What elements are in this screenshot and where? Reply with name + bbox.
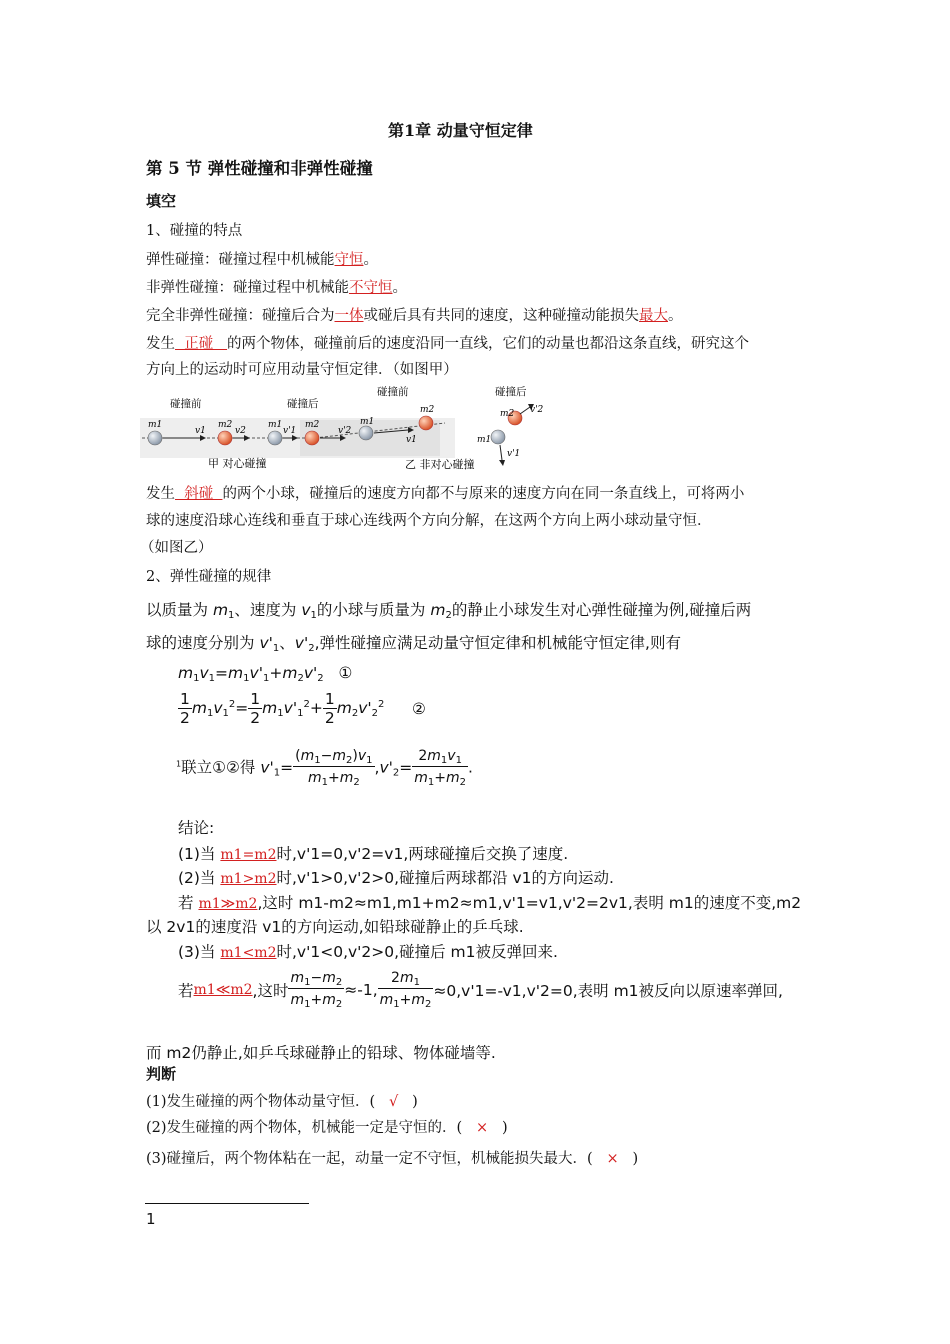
chapter-title: 第1章 动量守恒定律 bbox=[388, 121, 533, 140]
ball-m1-before bbox=[148, 431, 162, 445]
judge-q3-answer: × bbox=[606, 1151, 619, 1167]
perfect-answer-1: 一体 bbox=[334, 308, 364, 324]
fill-heading: 填空 bbox=[146, 192, 177, 210]
judge-q3: (3)碰撞后，两个物体粘在一起，动量一定不守恒，机械能损失最大．( × ) bbox=[146, 1151, 639, 1167]
c2-answer: m1>m2 bbox=[220, 871, 277, 887]
central-answer: 正碰 bbox=[175, 336, 228, 352]
label-v2: v2 bbox=[235, 426, 246, 436]
label-after-2: 碰撞后 bbox=[495, 386, 527, 398]
label-m2-b: m2 bbox=[305, 420, 320, 430]
solution-line: $^1$联立①②得 $v'_1=$ $\frac{(m_1-m_2)v_1}{m_1+m_2}$ $,v'_2=$ $\frac{2m_1v_1}{m_1+m_2}$ . bbox=[176, 748, 473, 788]
conclusion-3b: 若m1≪m2,这时 $\frac{m_1-m_2}{m_1+m_2}$ ≈-1, $\frac{2m_1}{m_1+m_2}$ ≈0,v'1=-v1,v'2=0,表明 m1被反向以原速率弹回, bbox=[178, 970, 783, 1010]
label-before-1: 碰撞前 bbox=[170, 398, 202, 410]
c1-answer: m1=m2 bbox=[220, 847, 277, 863]
ball-m2-yi-before bbox=[419, 416, 433, 430]
p2-intro-2: 球的速度分别为 $v'_1$、$v'_2$,弹性碰撞应满足动量守恒定律和机械能守恒定律,则有 bbox=[146, 634, 681, 654]
equation-energy-mark: ② bbox=[412, 700, 426, 718]
conclusion-2b: 若 m1≫m2,这时 m1-m2≈m1,m1+m2≈m1,v'1=v1,v'2=2v1,表明 m1的速度不变,m2 bbox=[178, 894, 802, 912]
label-v1: v1 bbox=[195, 426, 206, 436]
conclusion-2: (2)当 m1>m2时,v'1>0,v'2>0,碰撞后两球都沿 v1的方向运动. bbox=[178, 869, 614, 887]
section-title: 第 5 节 弹性碰撞和非弹性碰撞 bbox=[146, 159, 373, 178]
equation-momentum: $m_1v_1=m_1v'_1+m_2v'_2$ ① bbox=[178, 664, 353, 684]
judge-q2-answer: × bbox=[476, 1120, 489, 1136]
inelastic-line: 非弹性碰撞：碰撞过程中机械能不守恒。 bbox=[146, 280, 407, 296]
conclusion-heading: 结论: bbox=[178, 819, 215, 837]
label-m2-c: m2 bbox=[420, 405, 435, 415]
label-m1-d: m1 bbox=[477, 435, 492, 445]
oblique-collision-line-2: 球的速度沿球心连线和垂直于球心连线两个方向分解，在这两个方向上两小球动量守恒． bbox=[146, 513, 712, 529]
label-v2p-d: v'2 bbox=[530, 405, 544, 415]
central-collision-line: 发生 正碰 的两个物体，碰撞前后的速度沿同一直线，它们的动量也都沿这条直线，研究这个 bbox=[146, 336, 750, 352]
label-m1-b: m1 bbox=[268, 420, 283, 430]
c3-answer: m1<m2 bbox=[220, 945, 277, 961]
central-collision-line-2: 方向上的运动时可应用动量守恒定律．（如图甲） bbox=[146, 362, 458, 378]
inelastic-answer: 不守恒 bbox=[349, 280, 393, 296]
ball-m1-yi-after bbox=[491, 430, 505, 444]
oblique-answer: 斜碰 bbox=[175, 486, 223, 502]
caption-jia: 甲 对心碰撞 bbox=[208, 457, 267, 470]
conclusion-1: (1)当 m1=m2时,v'1=0,v'2=v1,两球碰撞后交换了速度. bbox=[178, 845, 569, 863]
ball-m2-after bbox=[305, 431, 319, 445]
perfect-answer-2: 最大 bbox=[639, 308, 668, 324]
ball-m1-after bbox=[268, 431, 282, 445]
c2b-answer: m1≫m2 bbox=[198, 896, 258, 912]
label-m1-a: m1 bbox=[148, 420, 163, 430]
perfect-inelastic-line: 完全非弹性碰撞：碰撞后合为一体或碰后具有共同的速度，这种碰撞动能损失最大。 bbox=[146, 308, 683, 324]
footnote-separator bbox=[145, 1203, 309, 1204]
judge-q1-answer: √ bbox=[389, 1094, 399, 1110]
label-v1-c: v1 bbox=[406, 435, 417, 445]
elastic-answer: 守恒 bbox=[334, 252, 364, 268]
label-v1p-d: v'1 bbox=[507, 449, 521, 459]
c3b-answer: m1≪m2 bbox=[193, 982, 253, 998]
ball-m2-before bbox=[218, 431, 232, 445]
collision-figure bbox=[140, 380, 544, 474]
judge-heading: 判断 bbox=[146, 1065, 177, 1083]
elastic-line: 弹性碰撞：碰撞过程中机械能守恒。 bbox=[146, 252, 378, 268]
label-m1-c: m1 bbox=[360, 417, 375, 427]
p2-heading: 2、弹性碰撞的规律 bbox=[146, 569, 272, 585]
judge-q1: (1)发生碰撞的两个物体动量守恒．( √ ) bbox=[146, 1094, 418, 1110]
p2-intro-1: 以质量为 $m_1$、速度为 $v_1$的小球与质量为 $m_2$的静止小球发生对心弹性碰撞为例,碰撞后两 bbox=[146, 601, 752, 621]
label-v2p: v'2 bbox=[338, 426, 352, 436]
conclusion-3b-line-2: 而 m2仍静止,如乒乓球碰静止的铅球、物体碰墙等. bbox=[146, 1044, 496, 1062]
oblique-collision-line: 发生 斜碰 的两个小球，碰撞后的速度方向都不与原来的速度方向在同一条直线上，可将两小 bbox=[146, 486, 745, 502]
label-before-2: 碰撞前 bbox=[377, 386, 409, 398]
judge-q2: (2)发生碰撞的两个物体，机械能一定是守恒的．( × ) bbox=[146, 1120, 508, 1136]
oblique-collision-line-3: （如图乙） bbox=[140, 540, 213, 556]
ball-m1-yi-before bbox=[359, 426, 373, 440]
p1-heading: 1、碰撞的特点 bbox=[146, 223, 243, 239]
conclusion-2b-line-2: 以 2v1的速度沿 v1的方向运动,如铅球碰静止的乒乓球. bbox=[146, 918, 524, 936]
label-after-1: 碰撞后 bbox=[287, 398, 319, 410]
label-m2-d: m2 bbox=[500, 409, 515, 419]
label-m2-a: m2 bbox=[218, 420, 233, 430]
caption-yi: 乙 非对心碰撞 bbox=[405, 458, 475, 471]
equation-energy: $\frac{1}{2}$ $m_1v_1^2=$ $\frac{1}{2}$ $m_1v'_1^2+$ $\frac{1}{2}$ $m_2v'_2^2$ bbox=[180, 690, 385, 727]
conclusion-3: (3)当 m1<m2时,v'1<0,v'2>0,碰撞后 m1被反弹回来. bbox=[178, 943, 558, 961]
footnote-number: 1 bbox=[146, 1210, 156, 1228]
label-v1p: v'1 bbox=[283, 426, 297, 436]
